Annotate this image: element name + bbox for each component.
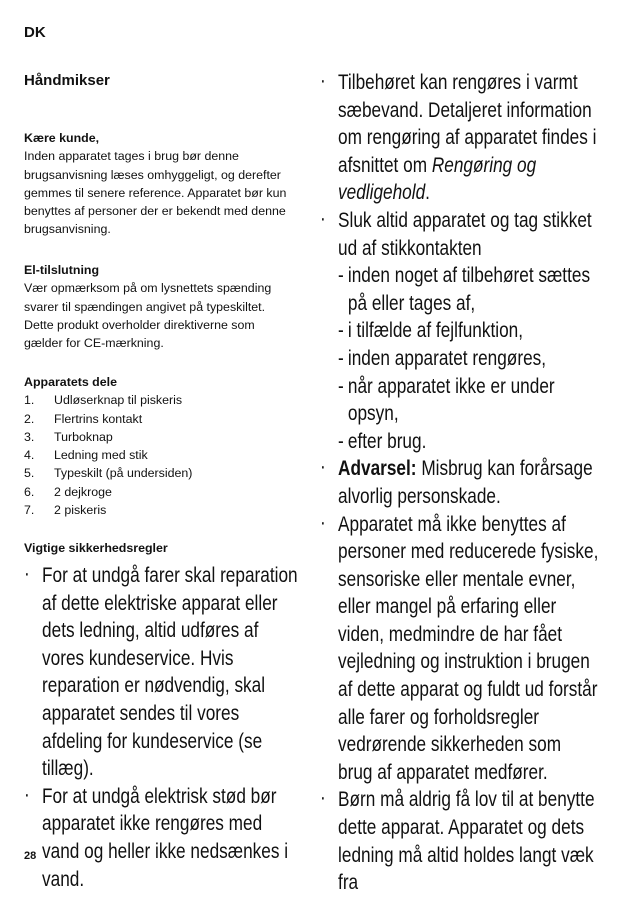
item-label: Flertrins kontakt [54,411,143,426]
rule-text: Børn må aldrig få lov til at benytte dette apparat. Apparatet og dets ledning må altid holdes langt væk fra [338,788,595,895]
intro-section [24,129,296,239]
list-item [320,69,599,207]
sub-item-text: når apparatet ikke er under opsyn, [347,374,555,426]
list-item [24,783,303,893]
page-title: Håndmikser [24,72,110,89]
bullet-icon: · [320,69,326,92]
list-item [24,464,296,482]
item-label: Ledning med stik [54,448,148,463]
list-item [24,483,296,501]
rule-text: For at undgå farer skal reparation af dette elektriske apparat eller dets ledning, altid udføres af vores kundeservice. Hvis reparation er nødvendig, skal apparatet sendes til vores afdeling for kundeservice (se tillæg). [42,564,298,781]
list-item [24,428,296,446]
item-number: 7. [24,503,35,518]
list-item [320,786,599,896]
parts-heading: Apparatets dele [24,375,117,389]
rule-text: Tilbehøret kan rengøres i varmt sæbevand. Detaljeret information om rengøring af apparatet findes i afsnittet om [338,71,597,177]
electric-section [24,261,296,352]
sub-item-text: efter brug. [347,429,427,453]
sub-item [338,317,599,345]
list-item [24,410,296,428]
sub-item-text: inden apparatet rengøres, [347,346,547,370]
bullet-icon: · [320,455,326,479]
safety-rules-left [24,562,303,893]
sub-item [338,345,599,373]
dash-icon: - [338,319,344,343]
bullet-icon: · [320,786,326,810]
dash-icon: - [338,346,344,370]
item-number: 6. [24,484,35,499]
section-reference: Rengøring og vedligehold [338,153,537,205]
bullet-icon: · [24,782,30,806]
list-item [24,446,296,464]
item-number: 2. [24,411,35,426]
item-number: 5. [24,466,35,481]
bullet-icon: · [24,562,30,585]
electric-text: Vær opmærksom på om lysnettets spænding svarer til spændingen angivet på typeskiltet. Dette produkt overholder direktiverne som gælder for CE-mærkning. [24,281,272,351]
dash-icon: - [338,429,344,453]
item-label: 2 dejkroge [54,484,112,499]
safety-heading: Vigtige sikkerhedsregler [24,541,168,555]
safety-rules-right [320,69,599,897]
page-number: 28 [24,850,37,862]
parts-section [24,373,296,519]
item-number: 4. [24,448,35,463]
intro-heading: Kære kunde, [24,131,100,145]
warning-label: Advarsel: [338,457,417,481]
rule-text: For at undgå elektrisk stød bør apparatet ikke rengøres med vand og heller ikke nedsænkes i vand. [42,784,289,891]
item-number: 1. [24,393,35,408]
sub-item [338,262,599,317]
item-label: Typeskilt (på undersiden) [54,466,193,481]
sub-item-text: i tilfælde af fejlfunktion, [347,319,524,343]
sub-item [338,428,599,456]
dash-icon: - [338,374,344,398]
item-label: 2 piskeris [54,503,107,518]
dash-icon: - [338,264,344,288]
sub-item-text: inden noget af tilbehøret sættes på eller tages af, [347,264,591,315]
bullet-icon: · [320,206,326,230]
item-label: Udløserknap til piskeris [54,393,183,408]
rule-text: Apparatet må ikke benyttes af personer med reducerede fysiske, sensoriske eller mentale evner, eller mangel på erfaring eller viden, medmindre de har fået vejledning og instruktion i brugen af dette apparat og fuldt ud forstår alle farer og forholdsregler vedrørende sikkerheden som brug af apparatet medfører. [338,512,599,784]
item-label: Turboknap [54,429,113,444]
language-code: DK [24,24,46,41]
sub-item [338,373,599,428]
parts-list [24,391,296,519]
list-item [320,511,599,787]
list-item [24,562,303,783]
bullet-icon: · [320,510,326,534]
intro-text: Inden apparatet tages i brug bør denne brugsanvisning læses omhyggeligt, og derefter gemmes til senere reference. Apparatet bør kun benyttes af personer der er bekendt med denne brugsanvisning. [24,149,287,237]
rule-text: . [425,181,430,205]
list-item [24,501,296,519]
item-number: 3. [24,429,35,444]
list-item [320,207,599,455]
electric-heading: El-tilslutning [24,263,100,277]
rule-text: Sluk altid apparatet og tag stikket ud af stikkontakten [338,208,592,260]
rule-text: Misbrug kan forårsage alvorlig personskade. [338,457,593,508]
list-item [320,455,599,510]
list-item [24,391,296,409]
